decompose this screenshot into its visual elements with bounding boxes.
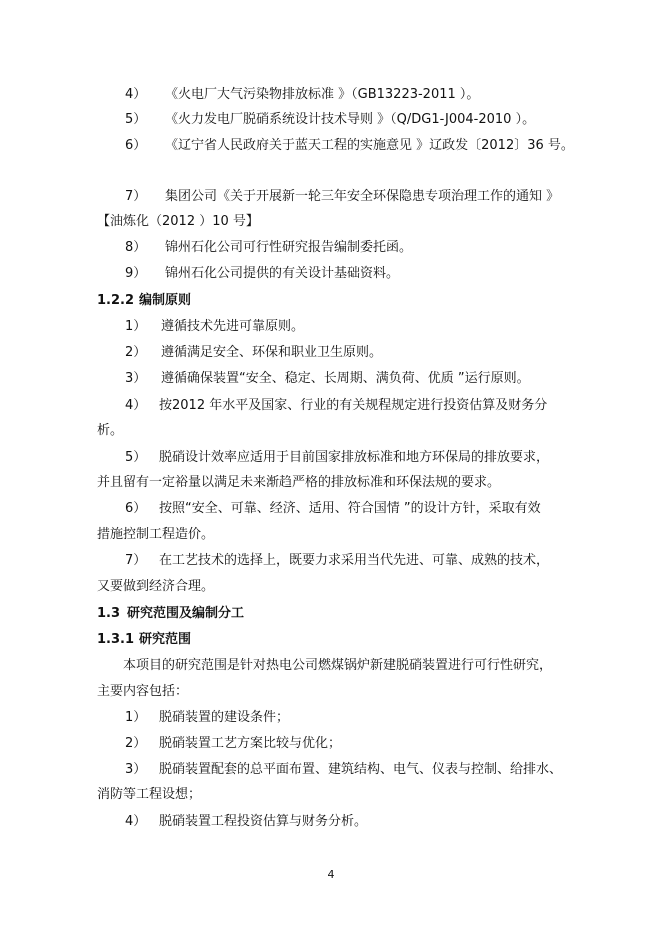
reference-number: 6） <box>125 138 147 153</box>
reference-item-9 <box>97 265 399 283</box>
scope-number: 2） <box>125 736 147 751</box>
principle-number: 1） <box>125 319 147 334</box>
principle-text: 在工艺技术的选择上，既要力求采用当代先进、可靠、成熟的技术， <box>159 553 550 568</box>
reference-item-5 <box>97 111 535 129</box>
section-title: 研究范围 <box>139 632 192 647</box>
principle-number: 5） <box>125 450 147 465</box>
principle-item-3 <box>97 370 530 388</box>
scope-intro-line-1: 本项目的研究范围是针对热电公司燃煤锅炉新建脱硝装置进行可行性研究， <box>123 658 553 673</box>
principle-item-6-continued: 措施控制工程造价。 <box>97 527 215 542</box>
reference-number: 5） <box>125 112 147 127</box>
section-heading-1-2-2 <box>97 292 191 310</box>
principle-item-6 <box>97 500 541 518</box>
section-heading-1-3 <box>97 605 244 623</box>
scope-text: 脱硝装置工艺方案比较与优化； <box>159 736 342 751</box>
principle-text: 遵循技术先进可靠原则。 <box>161 319 305 334</box>
principle-item-2 <box>97 344 382 362</box>
reference-text: 《火力发电厂脱硝系统设计技术导则 》（Q/DG1-J004-2010 ）。 <box>165 112 536 127</box>
reference-item-7-continued: 【油炼化（2012 ）10 号】 <box>97 214 259 229</box>
section-heading-1-3-1 <box>97 631 191 649</box>
scope-number: 4） <box>125 814 147 829</box>
reference-item-4 <box>97 86 479 104</box>
section-title: 研究范围及编制分工 <box>127 606 245 621</box>
page-number: 4 <box>327 868 335 881</box>
principle-text: 遵循确保装置“安全、稳定、长周期、满负荷、优质 ”运行原则。 <box>161 371 530 386</box>
section-number: 1.3 <box>97 606 121 621</box>
principle-item-1 <box>97 318 304 336</box>
scope-text: 脱硝装置配套的总平面布置、建筑结构、电气、仪表与控制、给排水、 <box>159 762 563 777</box>
reference-text: 集团公司《关于开展新一轮三年安全环保隐患专项治理工作的通知 》 <box>165 189 560 204</box>
principle-item-4-continued: 析。 <box>97 423 124 438</box>
scope-item-2 <box>97 735 341 753</box>
reference-text: 锦州石化公司可行性研究报告编制委托函。 <box>165 240 413 255</box>
section-title: 编制原则 <box>139 293 192 308</box>
reference-text: 《辽宁省人民政府关于蓝天工程的实施意见 》辽政发〔2012〕36 号。 <box>165 138 574 153</box>
reference-item-7 <box>97 188 559 206</box>
principle-item-5-continued: 并且留有一定裕量以满足未来渐趋严格的排放标准和环保法规的要求。 <box>97 475 501 490</box>
principle-number: 3） <box>125 371 147 386</box>
principle-item-4 <box>97 397 547 415</box>
principle-number: 4） <box>125 398 147 413</box>
scope-text: 脱硝装置工程投资估算与财务分析。 <box>159 814 368 829</box>
principle-text: 脱硝设计效率应适用于目前国家排放标准和地方环保局的排放要求， <box>159 450 550 465</box>
reference-number: 7） <box>125 189 147 204</box>
reference-item-6 <box>97 137 574 155</box>
scope-number: 3） <box>125 762 147 777</box>
principle-number: 7） <box>125 553 147 568</box>
reference-number: 9） <box>125 266 147 281</box>
principle-number: 6） <box>125 501 147 516</box>
reference-item-8 <box>97 239 412 257</box>
scope-item-1 <box>97 709 289 727</box>
section-number: 1.3.1 <box>97 632 135 647</box>
principle-text: 按照“安全、可靠、经济、适用、符合国情 ”的设计方针，采取有效 <box>159 501 541 516</box>
scope-intro-line-2: 主要内容包括： <box>97 684 189 699</box>
reference-text: 《火电厂大气污染物排放标准 》（GB13223-2011 ）。 <box>165 87 480 102</box>
scope-item-3 <box>97 761 562 779</box>
principle-item-7 <box>97 552 549 570</box>
principle-number: 2） <box>125 345 147 360</box>
principle-item-5 <box>97 449 549 467</box>
principle-text: 遵循满足安全、环保和职业卫生原则。 <box>161 345 383 360</box>
reference-number: 8） <box>125 240 147 255</box>
scope-number: 1） <box>125 710 147 725</box>
reference-text: 锦州石化公司提供的有关设计基础资料。 <box>165 266 400 281</box>
principle-item-7-continued: 又要做到经济合理。 <box>97 579 215 594</box>
scope-text: 脱硝装置的建设条件； <box>159 710 290 725</box>
scope-item-4 <box>97 813 367 831</box>
reference-number: 4） <box>125 87 147 102</box>
principle-text: 按2012 年水平及国家、行业的有关规程规定进行投资估算及财务分 <box>159 398 548 413</box>
section-number: 1.2.2 <box>97 293 135 308</box>
scope-item-3-continued: 消防等工程设想； <box>97 787 202 802</box>
